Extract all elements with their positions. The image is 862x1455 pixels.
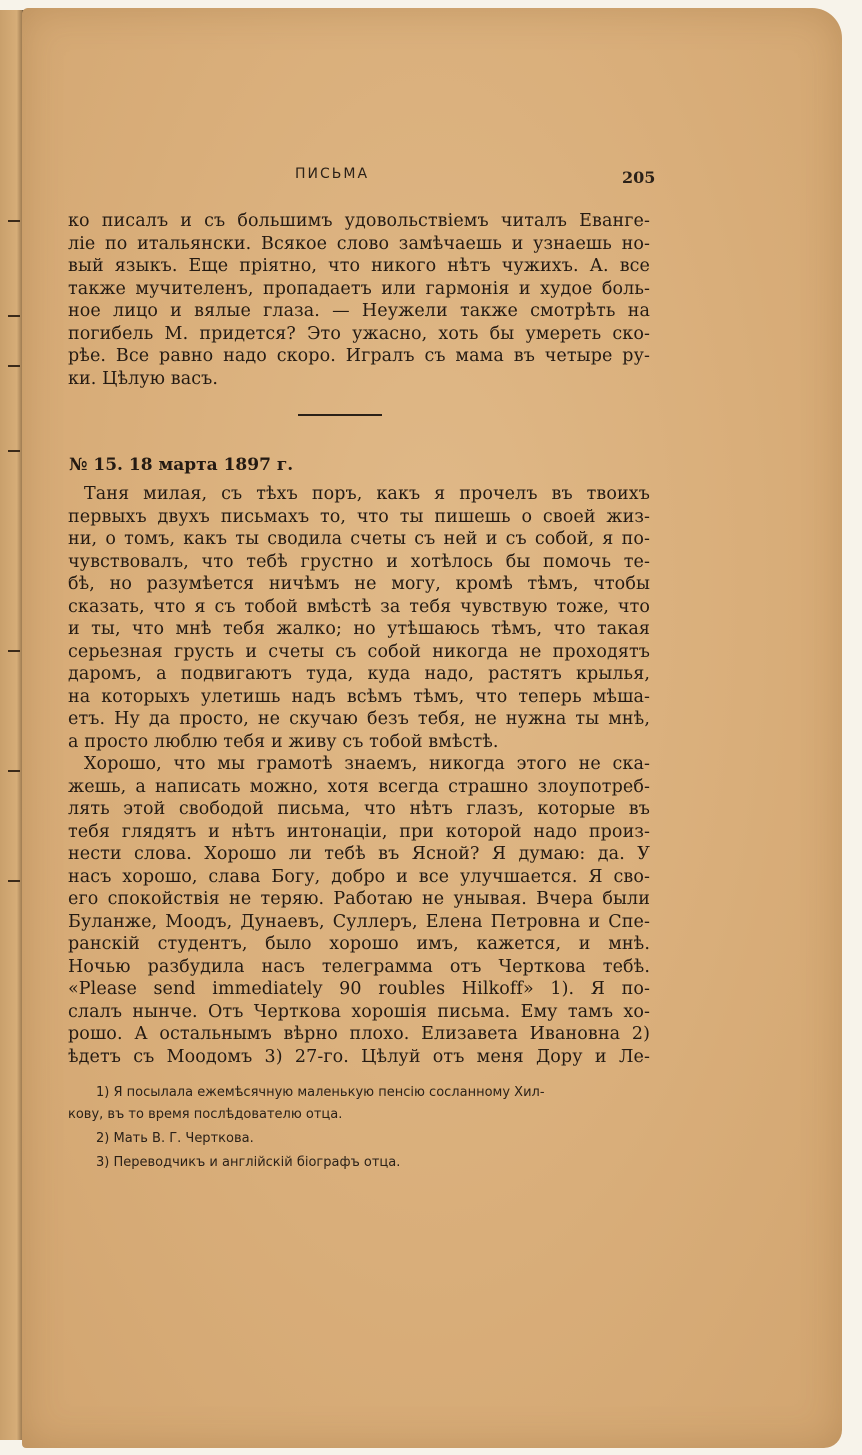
text-line: нести слова. Хорошо ли тебѣ въ Ясной? Я думаю: да. У <box>68 844 650 864</box>
text-line: ранскiй студентъ, было хорошо имъ, кажется, и мнѣ. <box>68 934 650 954</box>
text-line: «Please send immediately 90 roubles Hilkoff» 1). Я по- <box>68 979 650 999</box>
text-line: жешь, а написать можно, хотя всегда страшно злоупотреб- <box>68 776 650 797</box>
text-line: ко писалъ и съ большимъ удовольствiемъ читалъ Евангe- <box>68 211 650 231</box>
text-line: на которыхъ улетишь надъ всѣмъ тѣмъ, что теперь мѣша- <box>68 686 650 707</box>
footnote-line: кову, въ то время послѣдователю отца. <box>68 1107 343 1122</box>
text-line: Хорошо, что мы грамотѣ знаемъ, никогда этого не ска- <box>84 754 650 774</box>
footnote-line: 3) Переводчикъ и англiйскiй бiографъ отца. <box>96 1155 401 1170</box>
text-line: бѣ, но разумѣется ничѣмъ не могу, кромѣ тѣмъ, чтобы <box>68 574 650 594</box>
text-line: тебя глядятъ и нѣтъ интонацiи, при которой надо произ- <box>68 821 650 842</box>
text-line: Буланже, Моодъ, Дунаевъ, Суллеръ, Елена Петровна и Спе- <box>68 911 650 932</box>
text-line: насъ хорошо, слава Богу, добро и все улучшается. Я сво- <box>68 866 650 887</box>
footnote-line: 2) Мать В. Г. Черткова. <box>96 1131 254 1146</box>
footnotes <box>68 1082 650 1174</box>
facing-page-edge <box>0 10 24 1440</box>
text-line: Ночью разбудила насъ телеграмма отъ Черткова тебѣ. <box>68 956 650 977</box>
text-line: слалъ нынче. Отъ Черткова хорошiя письма. Ему тамъ хо- <box>68 1001 650 1022</box>
text-line: ѣдетъ съ Моодомъ 3) 27-го. Цѣлуй отъ меня Дору и Ле- <box>68 1046 650 1067</box>
text-line: первыхъ двухъ письмахъ то, что ты пишешь о своей жиз- <box>68 506 650 527</box>
text-line: сказать, что я съ тобой вмѣстѣ за тебя чувствую тоже, что <box>68 596 650 617</box>
letter-body <box>68 483 650 1068</box>
text-line: серьезная грусть и счеты съ собой никогда не проходятъ <box>68 641 650 662</box>
text-line: ни, о томъ, какъ ты сводила счеты съ ней и съ собой, я по- <box>68 529 650 549</box>
section-divider <box>298 414 382 416</box>
text-line: Таня милая, съ тѣхъ поръ, какъ я прочелъ въ твоихъ <box>84 484 650 504</box>
top-paragraph <box>68 210 650 390</box>
text-line: и ты, что мнѣ тебя жалко; но утѣшаюсь тѣмъ, что такая <box>68 619 650 639</box>
text-line: также мучителенъ, пропадаетъ или гармонiя и худое боль- <box>68 278 650 299</box>
text-line: етъ. Ну да просто, не скучаю безъ тебя, не нужна ты мнѣ, <box>68 709 650 729</box>
footnote-line: 1) Я посылала ежемѣсячную маленькую пенсiю сосланному Хил- <box>96 1085 545 1100</box>
letter-heading: № 15. 18 марта 1897 г. <box>69 455 294 475</box>
text-line: лять этой свободой письма, что нѣтъ глазъ, которые въ <box>68 799 650 819</box>
text-line: рѣе. Все равно надо скоро. Игралъ съ мама въ четыре ру- <box>68 346 650 366</box>
text-line: ки. Цѣлую васъ. <box>68 368 219 389</box>
text-line: рошо. А остальнымъ вѣрно плохо. Елизавета Ивановна 2) <box>68 1024 650 1044</box>
text-line: лiе по итальянски. Всякое слово замѣчаешь и узнаешь но- <box>68 233 650 254</box>
text-line: его спокойствiя не теряю. Работаю не унывая. Вчера были <box>68 889 650 909</box>
text-line: даромъ, а подвигаютъ туда, куда надо, растятъ крылья, <box>68 664 650 684</box>
text-line: погибель М. придется? Это ужасно, хоть бы умереть ско- <box>68 323 650 344</box>
text-line: а просто люблю тебя и живу съ тобой вмѣстѣ. <box>68 731 499 752</box>
running-title: ПИСЬМА <box>295 166 370 182</box>
text-line: вый языкъ. Еще прiятно, что никого нѣтъ чужихъ. А. все <box>68 256 650 276</box>
text-line: ное лицо и вялые глаза. — Неужели также смотрѣть на <box>68 301 650 321</box>
text-line: чувствовалъ, что тебѣ грустно и хотѣлось бы помочь те- <box>68 551 650 572</box>
page-number: 205 <box>622 168 656 187</box>
